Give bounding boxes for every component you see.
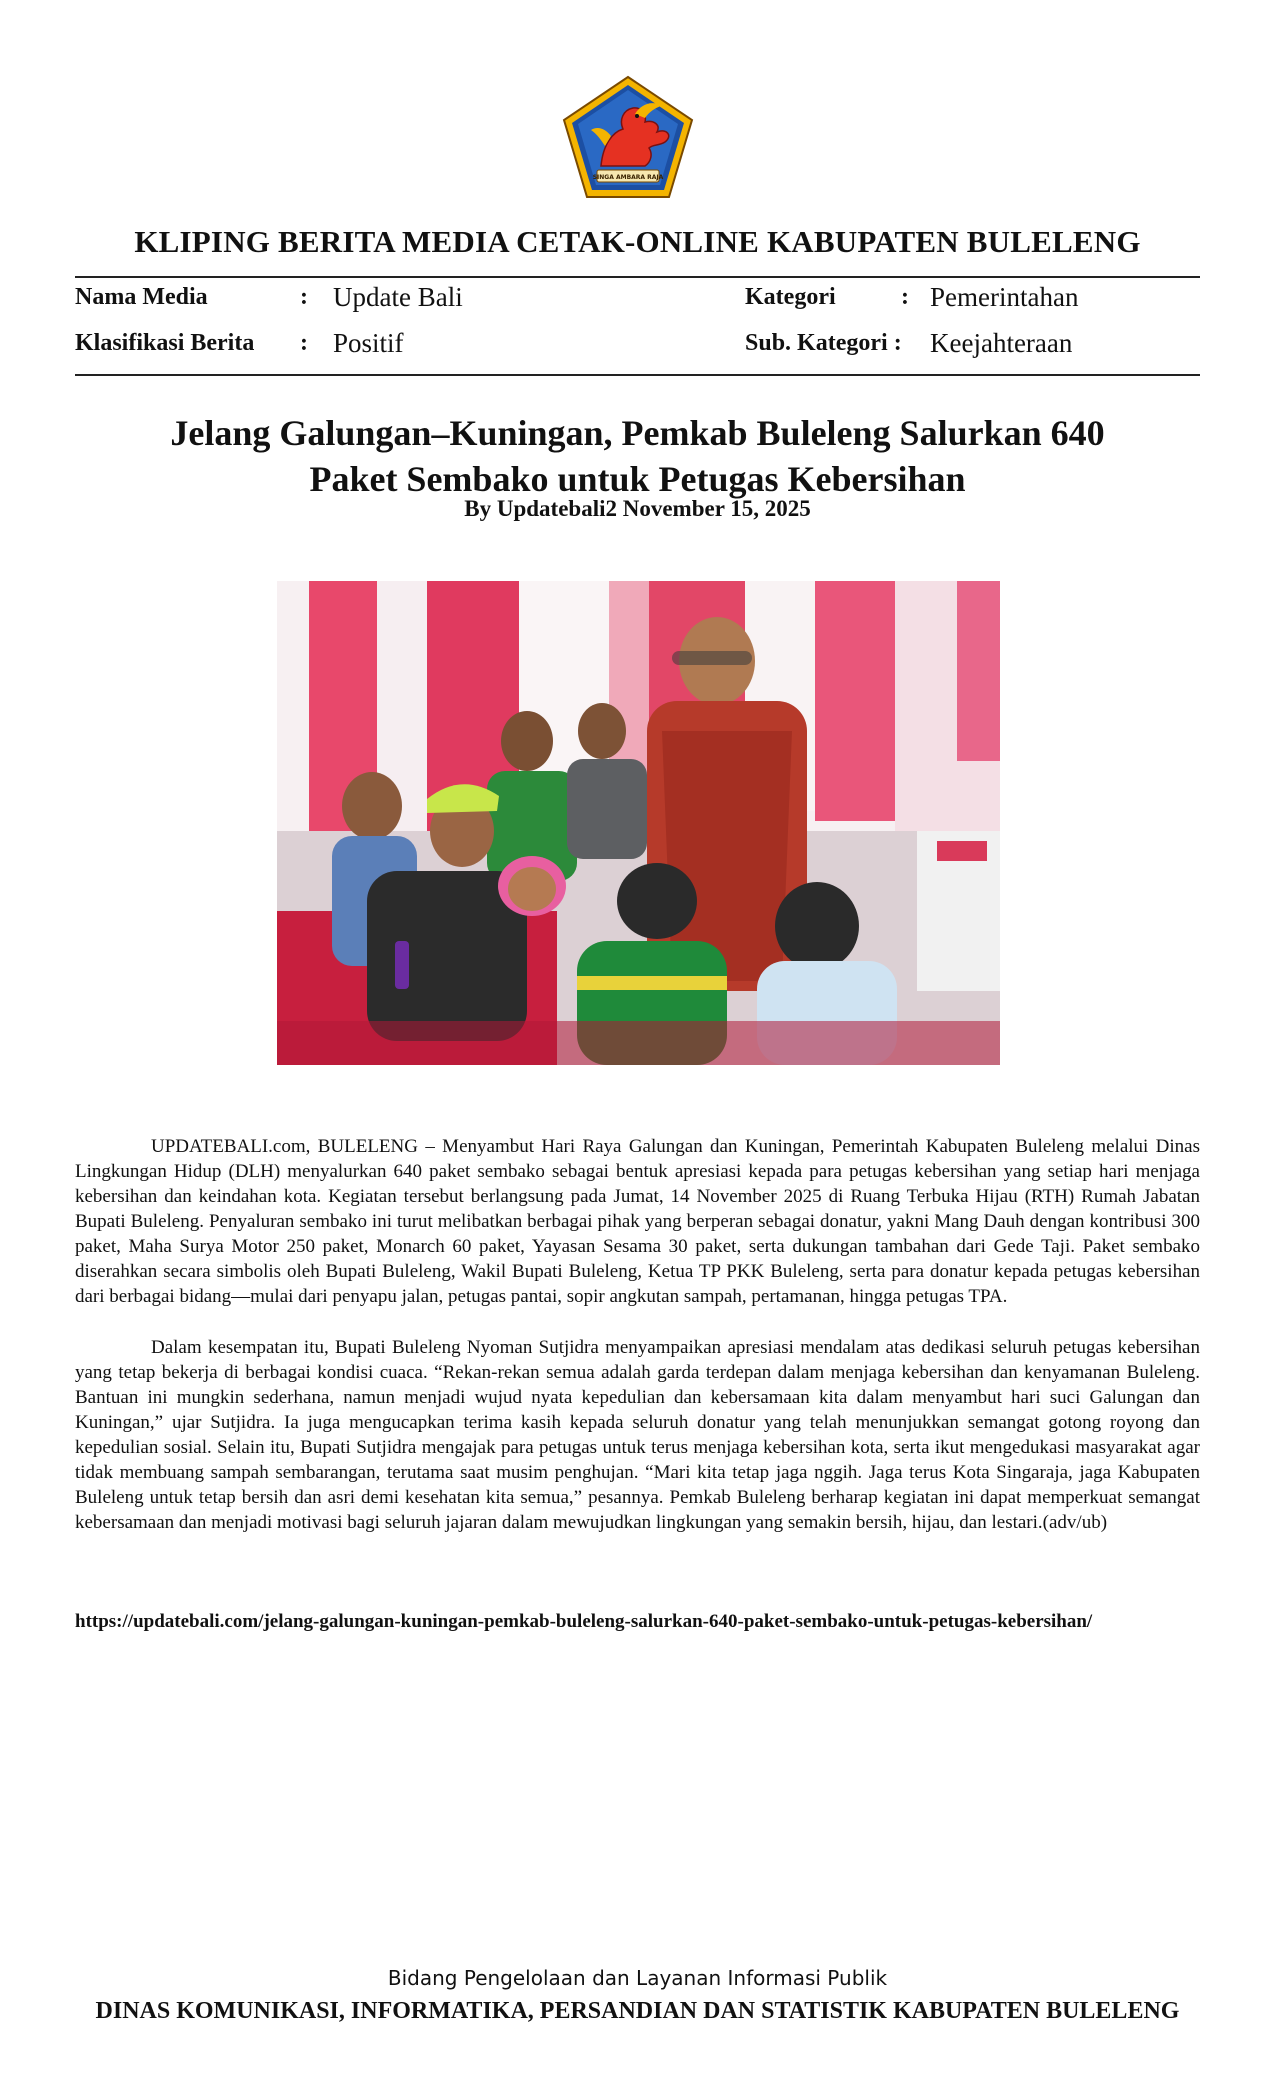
footer-agency-name: DINAS KOMUNIKASI, INFORMATIKA, PERSANDIAN DAN STATISTIK KABUPATEN BULELENG	[95, 1998, 1180, 2024]
meta-bottom-divider	[75, 374, 1200, 376]
article-headline	[0, 410, 1275, 502]
source-link[interactable]: https://updatebali.com/jelang-galungan-kuningan-pemkab-buleleng-salurkan-640-paket-sembako-untuk-petugas-kebersihan/	[75, 1611, 1093, 1632]
article-photo	[277, 581, 1000, 1065]
subcategory-label-text: Sub. Kategori	[745, 330, 888, 356]
category-value: Pemerintahan	[930, 282, 1079, 312]
headline-line-1: Jelang Galungan–Kuningan, Pemkab Buleleng Salurkan 640	[170, 413, 1105, 453]
article-byline: By Updatebali2 November 15, 2025	[464, 496, 811, 521]
headline-line-2: Paket Sembako untuk Petugas Kebersihan	[309, 459, 966, 499]
article-body	[75, 1134, 1200, 1561]
top-divider	[75, 276, 1200, 278]
media-name-label: Nama Media	[75, 284, 208, 310]
classification-value: Positif	[333, 328, 404, 358]
regency-emblem-logo	[561, 74, 695, 200]
article-paragraph-2: Dalam kesempatan itu, Bupati Buleleng Nyoman Sutjidra menyampaikan apresiasi mendalam atas dedikasi seluruh petugas kebersihan yang tetap bekerja di berbagai kondisi cuaca. “Rekan-rekan semua adalah garda terdepan dalam menjaga kebersihan dan kenyamanan Buleleng. Bantuan ini mungkin sederhana, namun menjadi wujud nyata kepedulian dan kebersamaan kita dalam menyambut hari suci Galungan dan Kuningan,” ujar Sutjidra. Ia juga mengucapkan terima kasih kepada seluruh donatur yang telah menunjukkan semangat gotong royong dan kepedulian sosial. Selain itu, Bupati Sutjidra mengajak para petugas untuk terus menjaga kebersihan kota, serta ikut mengedukasi masyarakat agar tidak membuang sampah sembarangan, terutama saat musim penghujan. “Mari kita tetap jaga nggih. Jaga terus Kota Singaraja, jaga Kabupaten Buleleng untuk tetap bersih dan asri demi kesehatan kita semua,” pesannya. Pemkab Buleleng berharap kegiatan ini dapat memperkuat semangat kebersamaan dan menjadi motivasi bagi seluruh jajaran dalam mewujudkan lingkungan yang semakin bersih, hijau, dan lestari.(adv/ub)	[75, 1337, 1200, 1533]
media-name-colon: :	[300, 284, 308, 310]
classification-colon: :	[300, 330, 308, 356]
media-name-value: Update Bali	[333, 282, 463, 312]
subcategory-label	[745, 330, 902, 357]
clipping-title: KLIPING BERITA MEDIA CETAK-ONLINE KABUPATEN BULELENG	[134, 224, 1141, 259]
article-paragraph-1: UPDATEBALI.com, BULELENG – Menyambut Hari Raya Galungan dan Kuningan, Pemerintah Kabupaten Buleleng melalui Dinas Lingkungan Hidup (DLH) menyalurkan 640 paket sembako sebagai bentuk apresiasi kepada para petugas kebersihan yang setiap hari menjaga kebersihan dan keindahan kota. Kegiatan tersebut berlangsung pada Jumat, 14 November 2025 di Ruang Terbuka Hijau (RTH) Rumah Jabatan Bupati Buleleng. Penyaluran sembako ini turut melibatkan berbagai pihak yang berperan sebagai donatur, yakni Mang Dauh dengan kontribusi 300 paket, Maha Surya Motor 250 paket, Monarch 60 paket, Yayasan Sesama 30 paket, serta dukungan tambahan dari Gede Taji. Paket sembako diserahkan secara simbolis oleh Bupati Buleleng, Wakil Bupati Buleleng, Ketua TP PKK Buleleng, serta para donatur kepada petugas kebersihan dari berbagai bidang—mulai dari penyapu jalan, petugas pantai, sopir angkutan sampah, pertamanan, hingga petugas TPA.	[75, 1136, 1200, 1307]
classification-label: Klasifikasi Berita	[75, 330, 255, 356]
subcategory-colon: :	[893, 330, 902, 356]
category-colon: :	[901, 284, 909, 310]
footer-unit-name: Bidang Pengelolaan dan Layanan Informasi Publik	[387, 1966, 888, 1990]
category-label: Kategori	[745, 284, 836, 310]
emblem-motto: SINGA AMBARA RAJA	[592, 174, 664, 181]
subcategory-value: Keejahteraan	[930, 328, 1073, 358]
